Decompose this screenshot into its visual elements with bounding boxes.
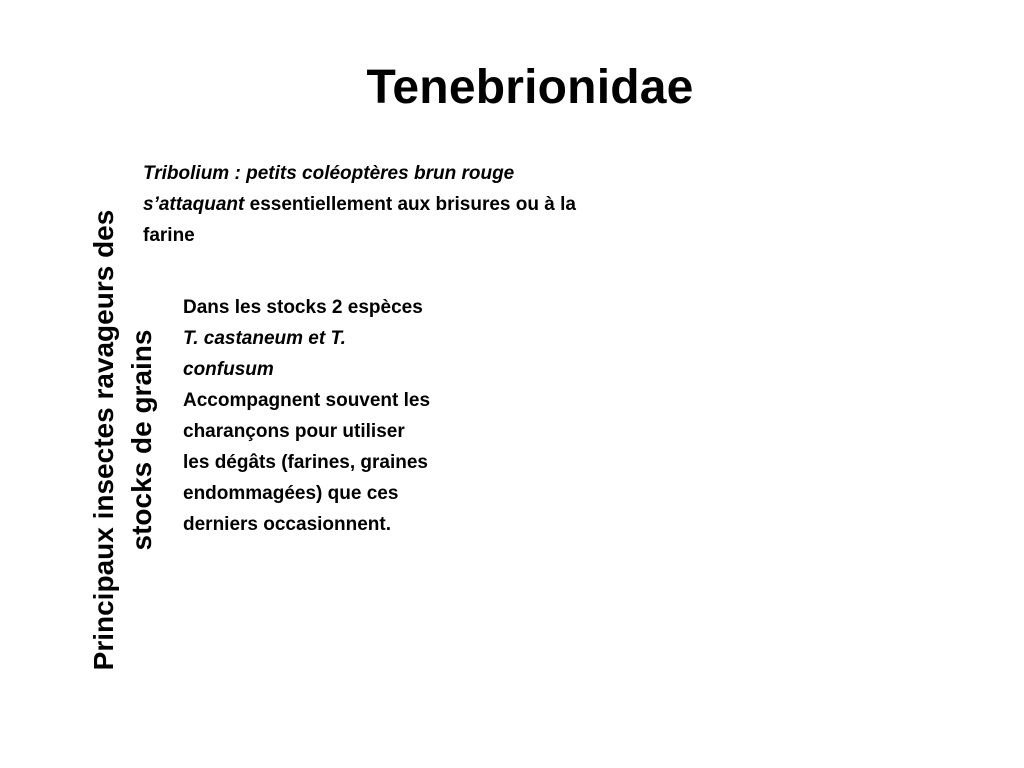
detail-line: derniers occasionnent. <box>183 514 392 535</box>
detail-line: charançons pour utiliser <box>183 421 405 442</box>
detail-line-species: T. castaneum et T. <box>183 328 346 349</box>
side-title-line-1: Principaux insectes ravageurs des <box>88 209 119 671</box>
intro-line-2-rest: essentiellement aux brisures ou à la <box>244 194 576 215</box>
detail-line-species-cont: confusum <box>183 359 274 380</box>
slide-title: Tenebrionidae <box>366 61 694 114</box>
detail-line: Dans les stocks 2 espèces <box>183 297 423 318</box>
intro-line-1: Tribolium : petits coléoptères brun rouge <box>143 163 515 184</box>
intro-line-3: farine <box>143 225 195 246</box>
intro-line-2 <box>143 189 683 220</box>
side-title-container <box>40 160 157 720</box>
detail-line: endommagées) que ces <box>183 483 399 504</box>
detail-line: les dégâts (farines, graines <box>183 452 428 473</box>
side-title-line-2: stocks de grains <box>125 329 157 551</box>
intro-paragraph <box>143 158 683 251</box>
detail-line: Accompagnent souvent les <box>183 390 431 411</box>
detail-paragraph <box>183 292 503 540</box>
intro-line-2-italic: s’attaquant <box>143 194 245 215</box>
